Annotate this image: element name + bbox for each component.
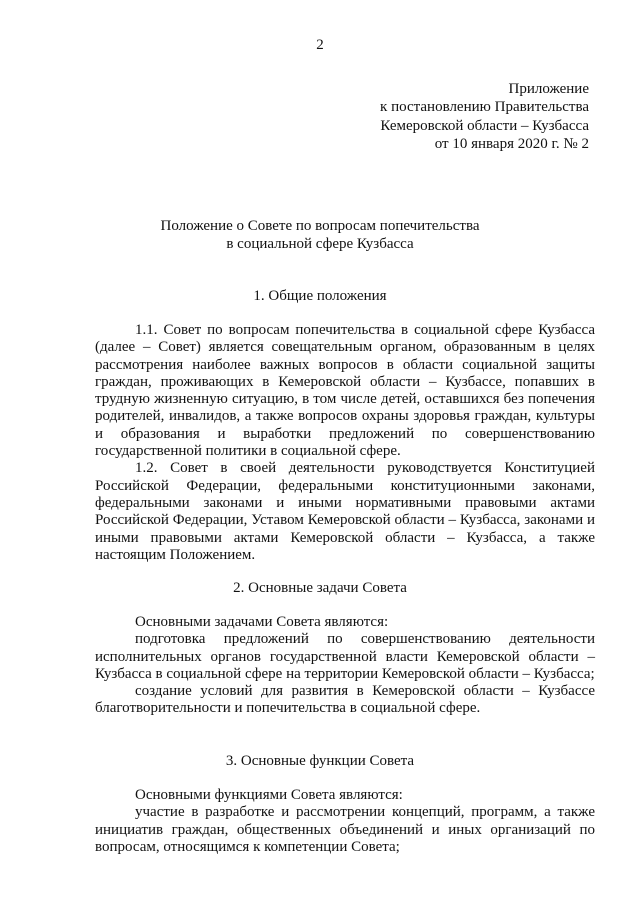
page-number: 2 [316, 37, 324, 53]
document-title-line: в социальной сфере Кузбасса [226, 236, 414, 253]
section-2-heading: 2. Основные задачи Совета [233, 580, 407, 596]
section-3-body [95, 787, 595, 856]
task-item-2: создание условий для развития в Кемеровской области – Кузбассе благотворительности и попечительства в социальной сфере. [95, 683, 595, 717]
appendix-line: от 10 января 2020 г. № 2 [434, 136, 589, 153]
document-title [0, 217, 640, 254]
appendix-block [329, 80, 589, 154]
function-item-1: участие в разработке и рассмотрении концепций, программ, а также инициатив граждан, общественных объединений и иных организаций по вопросам, относящимся к компетенции Совета; [95, 804, 595, 855]
section-3-heading: 3. Основные функции Совета [225, 753, 415, 769]
section-2-lead: Основными задачами Совета являются: [135, 614, 389, 630]
section-2-body [95, 614, 595, 718]
document-title-line: Положение о Совете по вопросам попечительства [160, 218, 480, 234]
section-1-body [95, 322, 595, 564]
section-3-lead: Основными функциями Совета являются: [135, 787, 403, 803]
paragraph-1-2: 1.2. Совет в своей деятельности руководствуется Конституцией Российской Федерации, федеральными конституционными законами, федеральными законами и иными нормативными правовыми актами Российской Федерации, Уставом Кемеровской области – Кузбасса, законами и иными правовыми актами Кемеровской области – Кузбасса, а также настоящим Положением. [95, 460, 595, 563]
task-item-1: подготовка предложений по совершенствованию деятельности исполнительных органов государственной власти Кемеровской области – Кузбасса в социальной сфере на территории Кемеровской области – Кузбасса; [95, 631, 595, 682]
appendix-line: Кемеровской области – Кузбасса [380, 117, 589, 134]
appendix-line: Приложение [508, 81, 589, 97]
paragraph-1-1: 1.1. Совет по вопросам попечительства в социальной сфере Кузбасса (далее – Совет) является совещательным органом, образованным в целях рассмотрения наиболее важных вопросов в области социальной защиты граждан, проживающих в Кемеровской области – Кузбассе, попавших в трудную жизненную ситуацию, в том числе детей, оставшихся без попечения родителей, инвалидов, а также вопросов охраны здоровья граждан, культуры и образования и выработки предложений по совершенствованию государственной политики в социальной сфере. [95, 322, 595, 460]
section-1-heading: 1. Общие положения [253, 288, 387, 304]
appendix-line: к постановлению Правительства [380, 99, 589, 116]
